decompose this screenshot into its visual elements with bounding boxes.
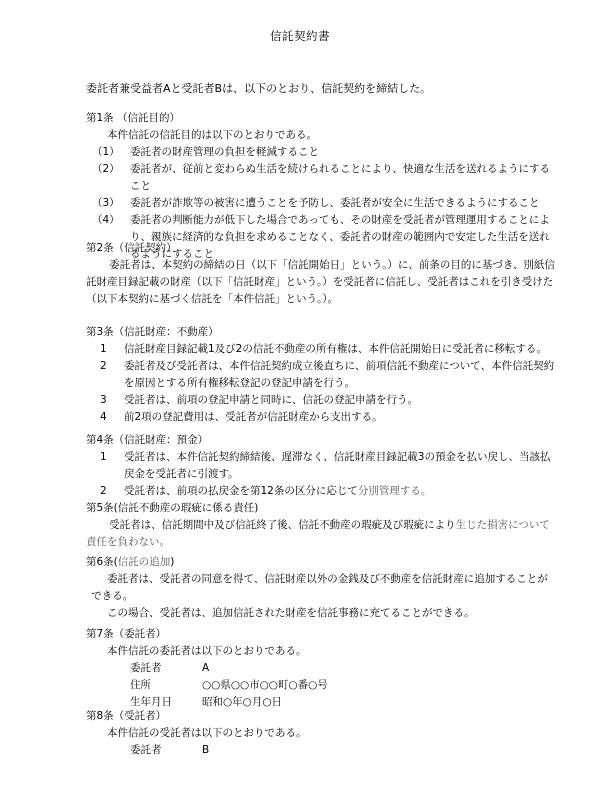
item-text: 委託者の財産管理の負担を軽減すること	[130, 146, 319, 158]
article-3	[86, 324, 556, 426]
item-number: （4）	[92, 214, 120, 226]
item-text: 委託者の判断能力が低下した場合であっても、その財産を受託者が管理運用することにより、親族に経済的な負担を求めることなく、委託者の財産の範囲内で安定した生活を送れるようにすること	[130, 214, 550, 260]
info-label: 委託者	[130, 744, 162, 756]
article-6-heading	[86, 554, 556, 571]
info-value: B	[202, 744, 210, 756]
item-number: 2	[100, 485, 107, 497]
list-item	[86, 483, 556, 500]
item-text: 委託者が詐欺等の被害に遭うことを予防し、委託者が安全に生活できるようにすること	[130, 197, 540, 209]
item-text-revised: 分別管理する。	[357, 485, 432, 497]
article-5-heading: 第5条(信託不動産の瑕疵に係る責任)	[86, 502, 259, 514]
item-text: 信託財産目録記載1及び2の信託不動産の所有権は、本件信託開始日に受託者に移転する。	[124, 343, 547, 355]
article-3-heading: 第3条（信託財産：不動産）	[86, 326, 219, 338]
info-label: 委託者	[130, 662, 162, 674]
info-row-address	[86, 677, 556, 694]
article-7	[86, 626, 556, 711]
article-5-body-main: 受託者は、信託期間中及び信託終了後、信託不動産の瑕疵及び瑕疵により	[109, 519, 456, 531]
article-6-heading-title: 信託の追加	[117, 556, 171, 568]
list-item	[86, 341, 556, 358]
list-item	[86, 392, 556, 409]
item-text	[124, 483, 556, 500]
intro-paragraph: 委託者兼受益者Aと受託者Bは、以下のとおり、信託契約を締結した。	[86, 82, 432, 95]
item-text: 委託者及び受託者は、本件信託契約成立後直ちに、前項信託不動産について、本件信託契約を原因とする所有権移転登記の登記申請を行う。	[124, 360, 555, 389]
article-5-body	[86, 517, 556, 551]
article-5-body-revised: 生じた損害について責任を負わない。	[86, 519, 550, 548]
info-value: A	[202, 662, 210, 674]
article-4-heading: 第4条（信託財産：預金）	[86, 434, 209, 446]
item-number: 4	[100, 411, 107, 423]
info-row-trustee	[86, 742, 556, 759]
list-item	[86, 144, 556, 161]
article-1-heading: 第1条 （信託目的）	[86, 112, 181, 124]
item-text: 委託者が、従前と変わらぬ生活を続けられることにより、快適な生活を送れるようにすること	[130, 163, 550, 192]
article-6-heading-suffix: )	[170, 556, 175, 568]
item-number: 1	[100, 451, 107, 463]
article-2-heading: 第2条（信託契約）	[86, 242, 177, 254]
info-label: 住所	[130, 679, 151, 691]
item-number: （1）	[92, 146, 120, 158]
item-text: 受託者は、前項の登記申請と同時に、信託の登記申請を行う。	[124, 394, 418, 406]
item-text: 受託者は、本件信託契約締結後、遅滞なく、信託財産目録記載3の預金を払い戻し、当該払戻金を受託者に引渡す。	[124, 451, 551, 480]
article-6-body-1: 委託者は、受託者の同意を得て、信託財産以外の金銭及び不動産を信託財産に追加することができる。	[91, 573, 548, 602]
article-1-lead: 本件信託の信託目的は以下のとおりである。	[107, 129, 317, 141]
article-6-body-2: この場合、受託者は、追加信託された財産を信託事務に充てることができる。	[107, 607, 475, 619]
item-number: 1	[100, 343, 107, 355]
list-item	[86, 409, 556, 426]
article-4	[86, 432, 556, 500]
document-title: 信託契約書	[270, 29, 330, 43]
list-item	[86, 449, 556, 483]
item-number: （2）	[92, 163, 120, 175]
info-value: ○○県○○市○○町○番○号	[202, 679, 328, 691]
article-7-heading: 第7条（委託者）	[86, 628, 167, 640]
item-number: 3	[100, 394, 107, 406]
info-value: 昭和○年○月○日	[202, 696, 282, 708]
item-text-main: 受託者は、前項の払戻金を第12条の区分に応じて	[124, 485, 358, 497]
article-8	[86, 708, 556, 759]
article-5	[86, 500, 556, 551]
article-6-heading-prefix: 第6条(	[86, 556, 118, 568]
list-item	[86, 358, 556, 392]
list-item	[86, 195, 556, 212]
article-8-lead: 本件信託の受託者は以下のとおりである。	[107, 727, 307, 739]
item-number: （3）	[92, 197, 120, 209]
article-8-heading: 第8条（受託者）	[86, 710, 167, 722]
article-6	[86, 554, 556, 622]
item-number: 2	[100, 360, 107, 372]
article-2	[86, 240, 556, 308]
item-text: 前2項の登記費用は、受託者が信託財産から支出する。	[124, 411, 383, 423]
article-2-body: 委託者は、本契約の締結の日（以下「信託開始日」という。）に、前条の目的に基づき、別紙信託財産目録記載の財産（以下「信託財産」という。）を受託者に信託し、受託者はこれを引き受けた（以下本契約に基づく信託を「本件信託」という。）。	[86, 259, 555, 305]
article-7-lead: 本件信託の委託者は以下のとおりである。	[107, 645, 307, 657]
info-row-settlor	[86, 660, 556, 677]
list-item	[86, 161, 556, 195]
info-label: 生年月日	[130, 696, 172, 708]
